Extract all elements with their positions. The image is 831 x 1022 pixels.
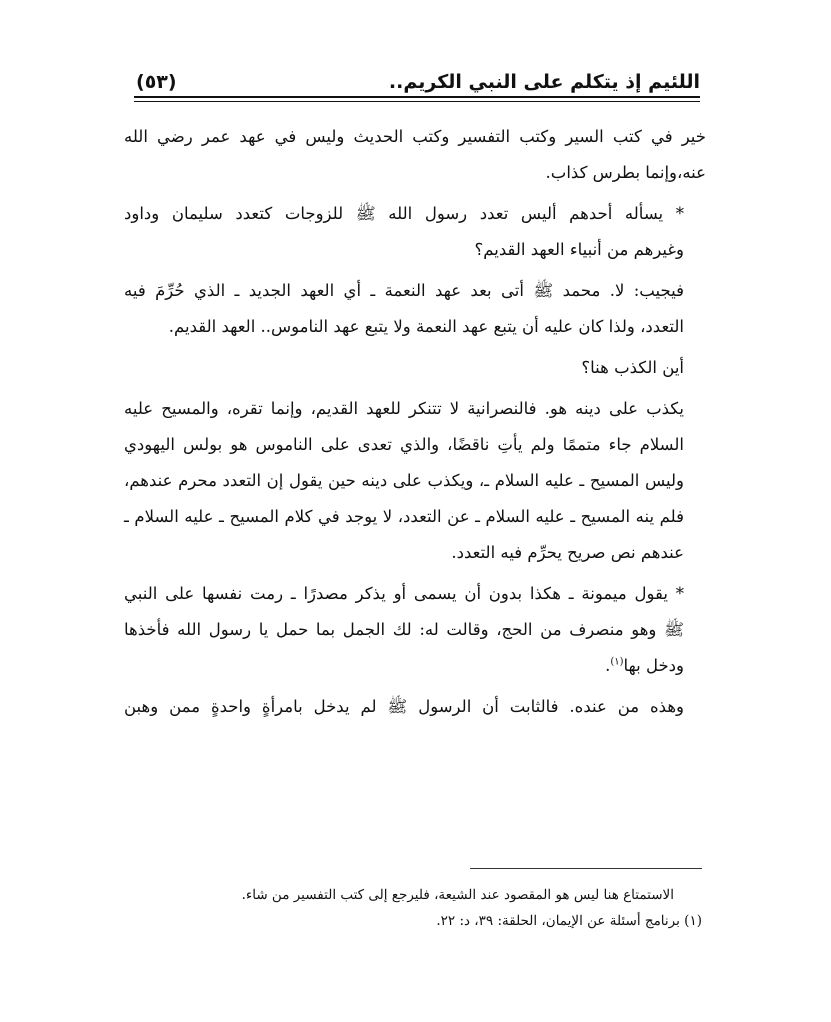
text-line: وغيرهم من أنبياء العهد القديم؟	[474, 240, 684, 259]
text-line: وهذه من عنده. فالثابت أن الرسول ﷺ لم يدخل بامرأةٍ واحدةٍ ممن وهبن	[124, 697, 684, 716]
text-line: السلام جاء متممًا ولم يأتِ ناقضًا، والذي تعدى على الناموس هو بولس اليهودي	[124, 435, 684, 454]
text-line: فلم ينه المسيح ـ عليه السلام ـ عن التعدد، لا يوجد في كلام المسيح ـ عليه السلام ـ	[124, 507, 684, 526]
header-rule-thin	[134, 101, 700, 102]
text-line: ﷺ وهو منصرف من الحج، وقالت له: لك الجمل بما حمل يا رسول الله فأخذها	[124, 620, 684, 639]
text-line: يكذب على دينه هو. فالنصرانية لا تتنكر للعهد القديم، وإنما تقره، والمسيح عليه	[124, 399, 684, 418]
paragraph	[124, 689, 706, 725]
running-head-title: اللئيم إذ يتكلم على النبي الكريم..	[388, 71, 700, 93]
paragraph	[124, 119, 706, 191]
paragraph	[124, 273, 706, 345]
text-line	[124, 648, 706, 684]
footnote-ref[interactable]: (١)	[610, 656, 624, 668]
text-line: وليس المسيح ـ عليه السلام ـ، ويكذب على دينه حين يقول إن التعدد محرم عندهم،	[124, 471, 684, 490]
paragraph	[124, 391, 706, 571]
text-line: * يقول ميمونة ـ هكذا بدون أن يسمى أو يذكر مصدرًا ـ رمت نفسها على النبي	[124, 584, 684, 603]
footnote-line: (١) برنامج أسئلة عن الإيمان، الحلقة: ٣٩، د: ٢٢.	[436, 913, 702, 929]
text-line: عنه،وإنما بطرس كذاب.	[545, 163, 706, 182]
paragraph	[124, 196, 706, 268]
text-line: التعدد، ولذا كان عليه أن يتبع عهد النعمة ولا يتبع عهد الناموس.. العهد القديم.	[168, 317, 684, 336]
text-line: فيجيب: لا. محمد ﷺ أتى بعد عهد النعمة ـ أي العهد الجديد ـ الذي حُرِّمَ فيه	[124, 281, 684, 300]
paragraph	[124, 576, 706, 684]
header-rule-thick	[134, 96, 700, 98]
text-line: خير في كتب السير وكتب التفسير وكتب الحديث وليس في عهد عمر رضي الله	[124, 127, 706, 146]
footnote-separator	[470, 868, 702, 869]
paragraph	[124, 350, 706, 386]
footnotes	[170, 882, 702, 934]
text-line: أين الكذب هنا؟	[581, 358, 684, 377]
body-text	[124, 119, 706, 730]
text-fragment: ودخل بها	[623, 656, 684, 675]
running-head	[134, 68, 700, 96]
text-fragment: .	[605, 656, 611, 675]
text-line: * يسأله أحدهم أليس تعدد رسول الله ﷺ للزوجات كتعدد سليمان وداود	[124, 204, 684, 223]
page-number: (٥٣)	[136, 71, 177, 93]
footnote-line: الاستمتاع هنا ليس هو المقصود عند الشيعة، فليرجع إلى كتب التفسير من شاء.	[241, 887, 674, 903]
text-line: عندهم نص صريح يحرِّم فيه التعدد.	[451, 543, 684, 562]
